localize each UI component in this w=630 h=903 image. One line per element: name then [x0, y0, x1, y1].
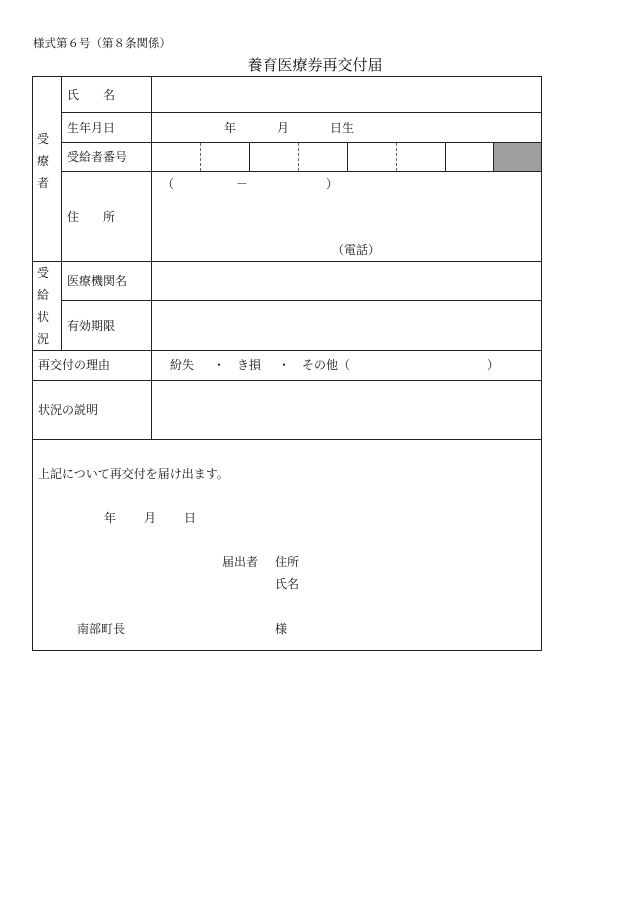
institution-label: 医療機関名: [67, 274, 128, 288]
reason-label: 再交付の理由: [38, 358, 111, 372]
reason-close-paren: ）: [487, 358, 500, 372]
postal-close-paren: ）: [326, 177, 339, 191]
birth-month-unit: 月: [277, 121, 290, 135]
postal-dash: －: [236, 177, 249, 191]
reason-option-damaged[interactable]: き損: [237, 358, 262, 372]
submitter-label: 届出者: [222, 555, 259, 569]
name-label: 氏 名: [67, 88, 116, 102]
number-cell-divider: [200, 143, 201, 171]
birth-day-unit: 日生: [330, 121, 355, 135]
submitter-address-label: 住所: [275, 555, 300, 569]
recipient-number-label: 受給者番号: [67, 150, 128, 164]
explanation-field[interactable]: [152, 381, 541, 439]
form-title: 養育医療券再交付届: [247, 56, 383, 74]
validity-label: 有効期限: [67, 319, 116, 333]
number-cell-divider: [298, 143, 299, 171]
declaration-statement: 上記について再交付を届け出ます。: [38, 467, 229, 481]
birthdate-label: 生年月日: [67, 121, 116, 135]
honorific: 様: [275, 622, 288, 636]
submitter-name-label: 氏名: [275, 577, 300, 591]
declaration-day-unit: 日: [184, 511, 197, 525]
reason-separator: ・: [213, 358, 226, 372]
explanation-label: 状況の説明: [38, 403, 99, 417]
reason-separator: ・: [278, 358, 291, 372]
name-field[interactable]: [152, 77, 541, 112]
declaration-month-unit: 月: [144, 511, 157, 525]
postal-open-paren: （: [162, 177, 175, 191]
section-status-label: 受 給 状 況: [36, 266, 49, 346]
institution-field[interactable]: [152, 262, 541, 300]
number-cell-divider: [396, 143, 397, 171]
address-label: 住 所: [67, 210, 116, 224]
declaration-year-unit: 年: [104, 511, 117, 525]
form-number: 様式第６号（第８条関係）: [33, 36, 171, 50]
reason-option-other[interactable]: その他（: [302, 358, 351, 372]
shaded-check-cell: [494, 143, 541, 171]
reason-option-lost[interactable]: 紛失: [170, 358, 195, 372]
section-recipient-label: 受 療 者: [36, 132, 49, 190]
phone-label: （電話）: [332, 243, 381, 257]
validity-field[interactable]: [152, 301, 541, 350]
birth-year-unit: 年: [224, 121, 237, 135]
recipient-mayor: 南部町長: [77, 622, 126, 636]
